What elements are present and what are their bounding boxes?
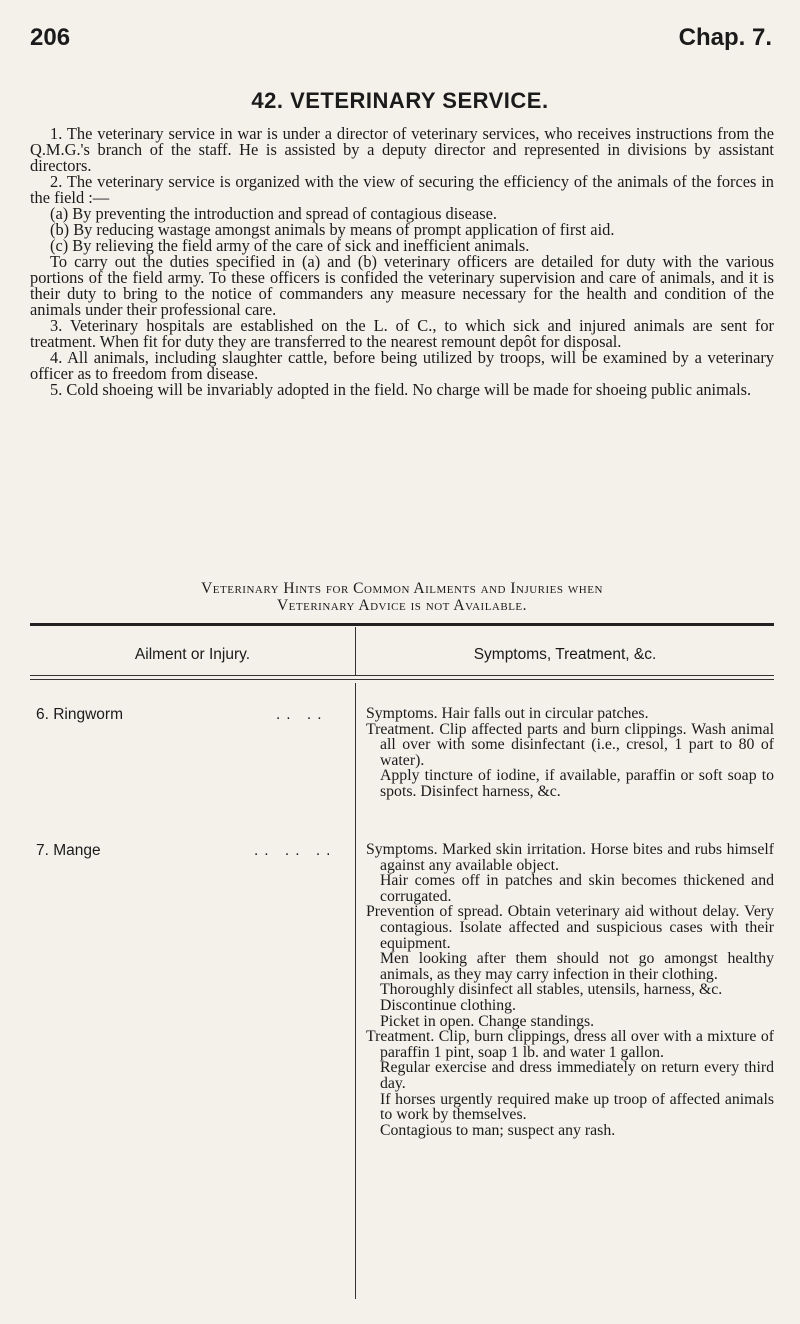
column-header-ailment: Ailment or Injury. (134, 646, 251, 663)
entry-line: Symptoms. Hair falls out in circular patches. (366, 705, 649, 722)
entry-line: Contagious to man; suspect any rash. (380, 1121, 616, 1139)
hints-heading-line-1: Veterinary Hints for Common Ailments and Injuries when (201, 580, 603, 597)
paragraph-3: 3. Veterinary hospitals are established on the L. of C., to which sick and injured animals are sent for treatment. When fit for duty they are transferred to the nearest remount depôt for disposal. (30, 316, 774, 351)
paragraph-4: 4. All animals, including slaughter cattle, before being utilized by troops, will be examined by a veterinary officer as to freedom from disease. (30, 348, 774, 383)
entry-line: Hair comes off in patches and skin becomes thickened and corrugated. (380, 872, 774, 905)
section-body (30, 126, 774, 398)
ailment-mange (36, 842, 352, 860)
paragraph-2a: (a) By preventing the introduction and spread of contagious disease. (50, 204, 497, 223)
chapter-label: Chap. 7. (678, 24, 772, 51)
entry-mange (366, 842, 774, 1138)
ailment-label: 7. Mange (36, 842, 101, 859)
entry-line: Regular exercise and dress immediately on return every third day. (380, 1059, 774, 1092)
table-top-rule (30, 623, 774, 626)
paragraph-2d: To carry out the duties specified in (a) and (b) veterinary officers are detailed for duty with the various portions of the field army. To these officers is confided the veterinary supervision and care of animals, and it is their duty to bring to the notice of commanders any measure necessary for the health and condition of the animals under their professional care. (30, 252, 774, 319)
paragraph-1: 1. The veterinary service in war is under a director of veterinary services, who receives instructions from the Q.M.G.'s branch of the staff. He is assisted by a deputy director and represented in divisions by assistant directors. (30, 124, 774, 175)
page-number: 206 (30, 24, 71, 51)
hints-heading (30, 580, 774, 614)
entry-line: Picket in open. Change standings. (380, 1012, 595, 1030)
entry-line: Treatment. Clip affected parts and burn clippings. Wash animal all over with some disinfectant (i.e., cresol, 1 part to 80 of water). (366, 720, 774, 769)
paragraph-2b: (b) By reducing wastage amongst animals by means of prompt application of first aid. (50, 220, 615, 239)
leader-dots: .. .. (276, 706, 328, 723)
entry-line: Symptoms. Marked skin irritation. Horse bites and rubs himself against any available object. (366, 841, 774, 874)
header-bottom-rule-double (30, 679, 774, 680)
entry-line: Apply tincture of iodine, if available, paraffin or soft soap to spots. Disinfect harness, &c. (380, 767, 774, 800)
entry-line: If horses urgently required make up troop of affected animals to work by themselves. (380, 1090, 774, 1124)
ailment-label: 6. Ringworm (36, 706, 123, 723)
body-column-divider (355, 683, 356, 1299)
ailment-ringworm (36, 706, 352, 724)
paragraph-2: 2. The veterinary service is organized with the view of securing the efficiency of the animals of the forces in the field :— (30, 172, 774, 207)
entry-line: Thoroughly disinfect all stables, utensils, harness, &c. (380, 981, 723, 999)
column-header-symptoms: Symptoms, Treatment, &c. (473, 646, 657, 663)
entry-line: Discontinue clothing. (380, 996, 517, 1014)
section-title: 42. VETERINARY SERVICE. (251, 88, 549, 113)
leader-dots: .. .. .. (254, 842, 337, 859)
entry-line: Prevention of spread. Obtain veterinary aid without delay. Very contagious. Isolate affected and suspicious cases with their equipment. (366, 903, 774, 952)
paragraph-2c: (c) By relieving the field army of the care of sick and inefficient animals. (50, 236, 530, 255)
entry-line: Treatment. Clip, burn clippings, dress all over with a mixture of paraffin 1 pint, soap 1 lb. and water 1 gallon. (366, 1028, 774, 1061)
hints-heading-line-2: Veterinary Advice is not Available. (276, 597, 528, 614)
header-bottom-rule (30, 675, 774, 676)
paragraph-5: 5. Cold shoeing will be invariably adopted in the field. No charge will be made for shoeing public animals. (50, 380, 752, 399)
entry-ringworm (366, 706, 774, 800)
entry-line: Men looking after them should not go amongst healthy animals, as they may carry infection in their clothing. (380, 950, 774, 983)
